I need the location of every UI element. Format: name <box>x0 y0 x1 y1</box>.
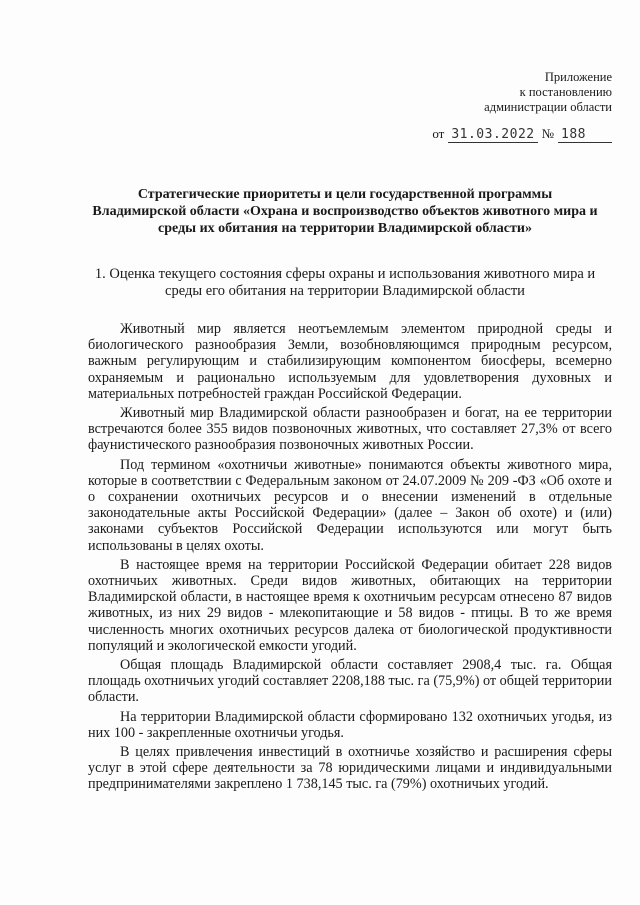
paragraph-5: Общая площадь Владимирской области составляет 2908,4 тыс. га. Общая площадь охотничьих угодий составляет 2208,188 тыс. га (75,9%) от общей территории области. <box>88 657 612 706</box>
paragraph-1: Животный мир является неотъемлемым элементом природной среды и биологического разнообразия Земли, возобновляющимся природным ресурсом, важным регулирующим и стабилизирующим компонентом биосферы, всемерно охраняемым и рационально используемым для удовлетворения духовных и материальных потребностей граждан Российской Федерации. <box>88 321 612 402</box>
paragraph-6: На территории Владимирской области сформировано 132 охотничьих угодья, из них 100 - закрепленные охотничьи угодья. <box>88 708 612 741</box>
appendix-line-1: Приложение <box>544 70 612 84</box>
decree-number-sign: № <box>541 126 555 141</box>
decree-date: 31.03.2022 <box>448 127 537 143</box>
paragraph-3: Под термином «охотничьи животные» понимаются объекты животного мира, которые в соответствии с Федеральным законом от 24.07.2009 № 209 -ФЗ «Об охоте и о сохранении охотничьих ресурсов и о внесении изменений в отдельные законодательные акты Российской Федерации» (далее – Закон об охоте) и (или) законами субъектов Российской Федерации используются или могут быть использованы в целях охоты. <box>88 456 612 554</box>
document-body <box>88 321 612 796</box>
section-heading: 1. Оценка текущего состояния сферы охраны и использования животного мира и среды его обитания на территории Владимирской области <box>94 266 596 299</box>
paragraph-4: В настоящее время на территории Российской Федерации обитает 228 видов охотничьих животных. Среди видов животных, обитающих на территории Владимирской области, в настоящее время к охотничьим ресурсам отнесено 87 видов животных, из них 29 видов - млекопитающие и 58 видов - птицы. В то же время численность многих охотничьих ресурсов далека от биологической продуктивности популяций и экологической емкости угодий. <box>88 556 612 654</box>
appendix-line-2: к постановлению <box>519 85 612 99</box>
document-title: Стратегические приоритеты и цели государственной программы Владимирской области «Охрана и воспроизводство объектов животного мира и среды их обитания на территории Владимирской области» <box>92 187 598 236</box>
decree-reference <box>432 126 612 143</box>
paragraph-2: Животный мир Владимирской области разнообразен и богат, на ее территории встречаются более 355 видов позвоночных животных, что составляет 27,3% от всего фаунистического разнообразия позвоночных животных России. <box>88 405 612 454</box>
appendix-block <box>484 70 612 115</box>
appendix-line-3: администрации области <box>484 100 612 114</box>
decree-number: 188 <box>558 127 612 143</box>
paragraph-7: В целях привлечения инвестиций в охотничье хозяйство и расширения сферы услуг в этой сфере деятельности за 78 юридическими лицами и индивидуальными предпринимателями закреплено 1 738,145 тыс. га (79%) охотничьих угодий. <box>88 744 612 793</box>
decree-from-label: от <box>432 126 445 141</box>
